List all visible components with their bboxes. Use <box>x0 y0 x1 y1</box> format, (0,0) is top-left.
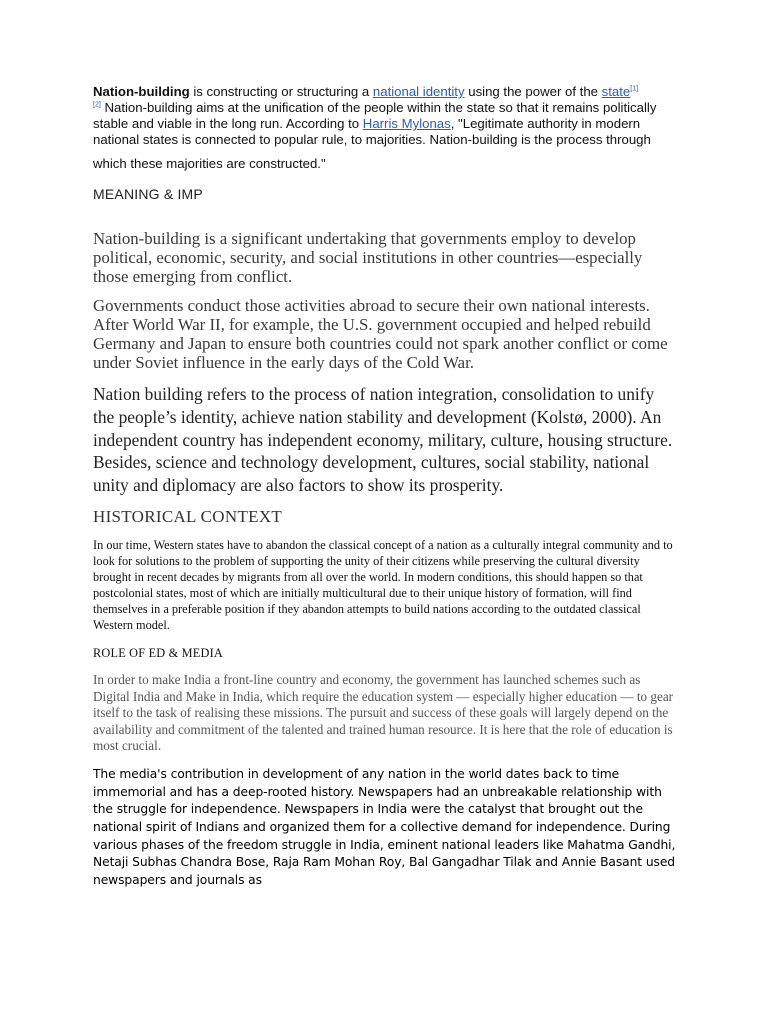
link-state[interactable]: state <box>601 84 631 99</box>
link-harris-mylonas[interactable]: Harris Mylonas <box>362 116 451 131</box>
role-heading: ROLE OF ED & MEDIA <box>93 646 223 661</box>
intro-tail: which these majorities are constructed." <box>93 156 326 171</box>
ref-1[interactable]: [1] <box>630 85 639 93</box>
intro-text-2: using the power of the <box>464 84 602 99</box>
historical-heading: HISTORICAL CONTEXT <box>93 506 283 526</box>
intro-text-1: is constructing or structuring a <box>189 84 373 99</box>
paragraph-historical: In our time, Western states have to abandon the classical concept of a nation as a culturally integral community and to look for solutions to the problem of supporting the unity of their citizens while preserving the cultural diversity brought in recent decades by migrants from all over the world. In modern conditions, this should happen so that postcolonial states, most of which are initially multicultural due to their unique history of formation, will find themselves in a preferable position if they abandon attempts to build nations according to the outdated classical Western model. <box>93 537 673 632</box>
intro-term: Nation-building <box>93 84 190 99</box>
document-page <box>93 84 678 890</box>
intro-text-3: Nation-building aims at the unification of the people within the state so that it remains politically stable and viable in the long run. According to <box>93 100 657 131</box>
paragraph-governments: Governments conduct those activities abroad to secure their own national interests. After World War II, for example, the U.S. government occupied and helped rebuild Germany and Japan to ensure both countries could not spark another conflict or come under Soviet influence in the early days of the Cold War. <box>93 296 668 372</box>
meaning-heading: MEANING & IMP <box>93 186 203 202</box>
ref-2[interactable]: [2] <box>93 101 101 109</box>
intro-paragraph <box>93 84 678 148</box>
paragraph-significant: Nation-building is a significant undertaking that governments employ to develop political, economic, security, and social institutions in other countries—especially those emerging from conflict. <box>93 229 643 286</box>
paragraph-media: The media's contribution in development of any nation in the world dates back to time immemorial and has a deep-rooted history. Newspapers had an unbreakable relationship with the struggle for independence. Newspapers in India were the catalyst that brought out the national spirit of Indians and organized them for a collective demand for independence. During various phases of the freedom struggle in India, eminent national leaders like Mahatma Gandhi, Netaji Subhas Chandra Bose, Raja Ram Mohan Roy, Bal Gangadhar Tilak and Annie Basant used newspapers and journals as <box>93 766 676 888</box>
paragraph-nation-building-refers: Nation building refers to the process of nation integration, consolidation to unify the people’s identity, achieve nation stability and development (Kolstø, 2000). An independent country has independent economy, military, culture, housing structure. Besides, science and technology development, cultures, social stability, national unity and diplomacy are also factors to show its prosperity. <box>93 384 673 496</box>
paragraph-india-education: In order to make India a front-line country and economy, the government has launched schemes such as Digital India and Make in India, which require the education system — especially higher education — to gear itself to the task of realising these missions. The pursuit and success of these goals will largely depend on the availability and commitment of the talented and trained human resource. It is here that the role of education is most crucial. <box>93 672 674 754</box>
link-national-identity[interactable]: national identity <box>372 84 465 99</box>
intro-text-4: , "Legitimate authority in modern national states is connected to popular rule, to majorities. Nation-building is the process through <box>93 116 651 147</box>
